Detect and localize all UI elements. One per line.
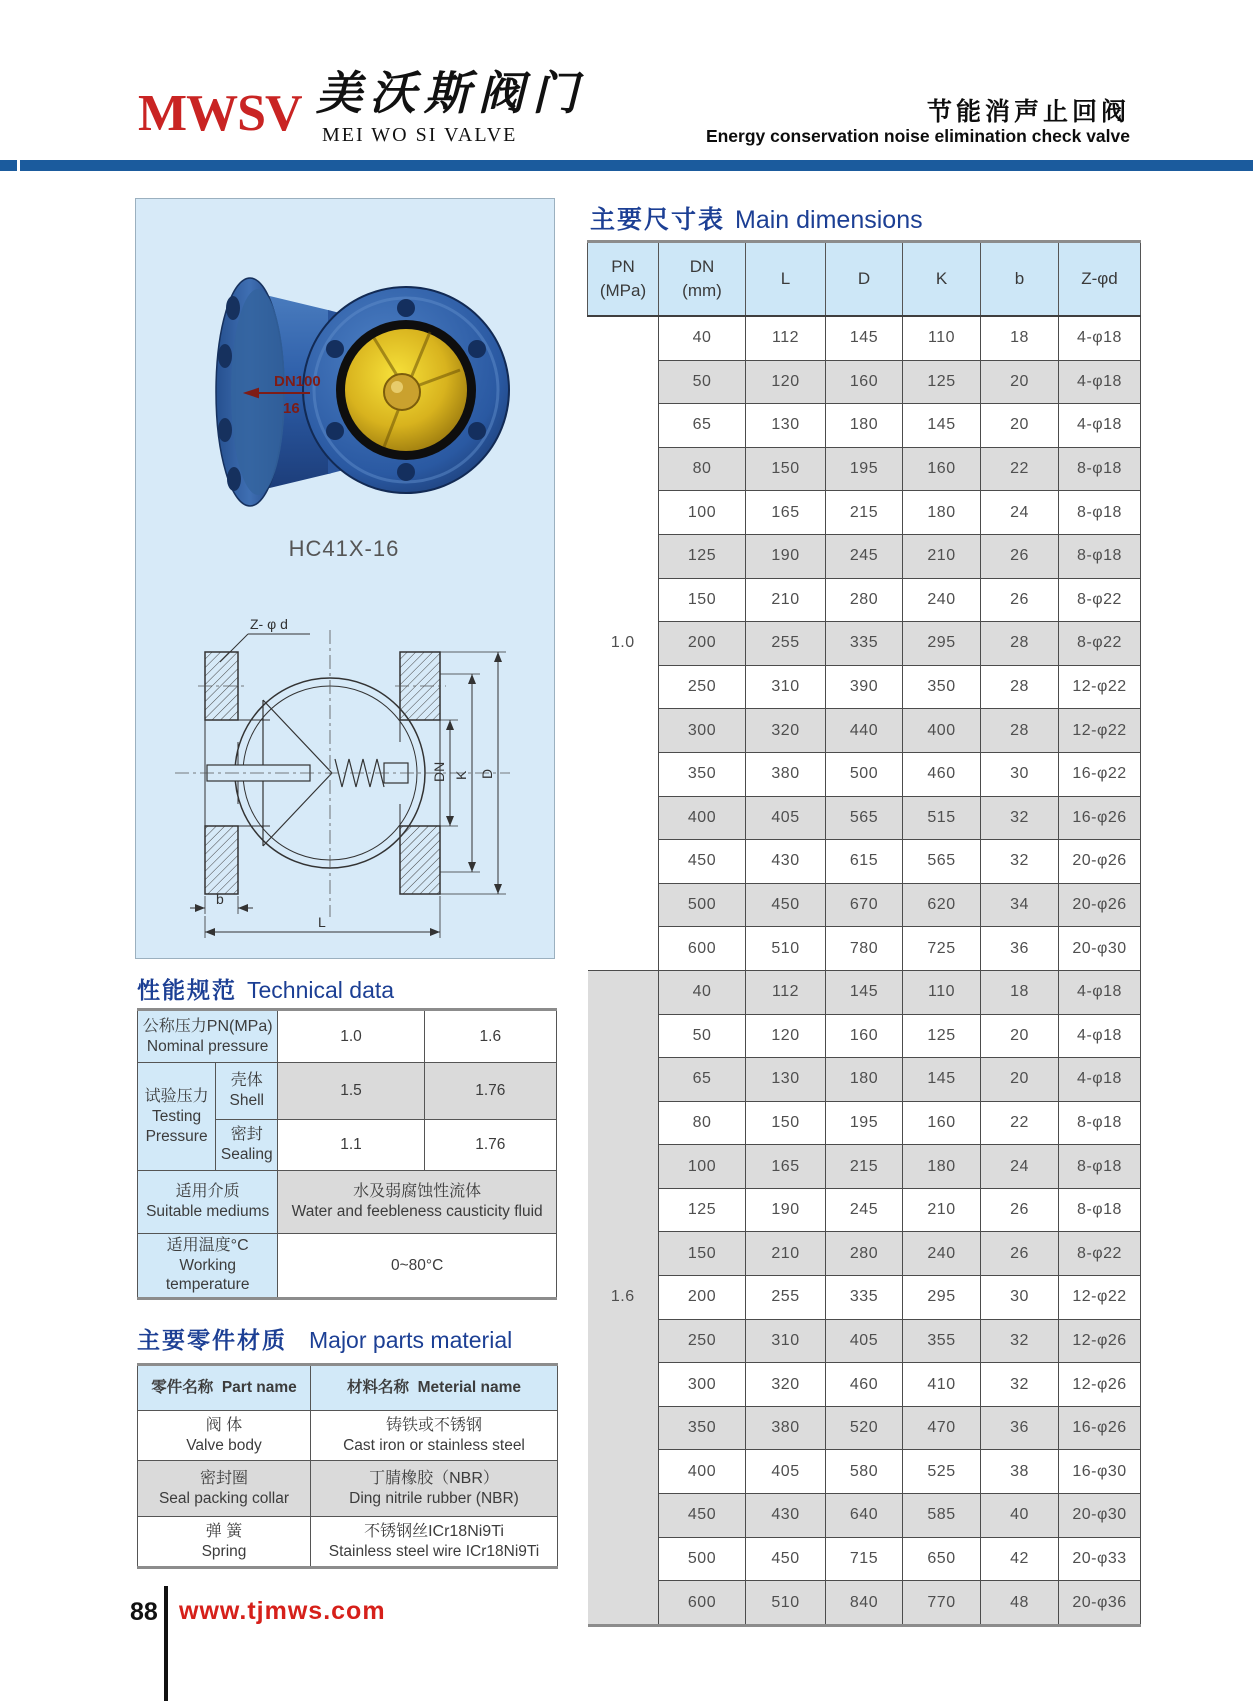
part-name-cell: 密封圈 Seal packing collar	[138, 1461, 311, 1517]
dimensions-row	[588, 1319, 1141, 1363]
footer-url: www.tjmws.com	[179, 1597, 386, 1625]
dim-cell: 245	[826, 534, 903, 578]
dim-cell: 615	[826, 840, 903, 884]
dim-cell: 125	[659, 534, 746, 578]
dim-cell: 8-φ22	[1059, 578, 1141, 622]
dimensions-row	[588, 1537, 1141, 1581]
dim-cell: 840	[826, 1581, 903, 1626]
heading-main-dimensions-en: Main dimensions	[735, 206, 923, 234]
dim-cell: 24	[981, 491, 1059, 535]
dim-cell: 405	[746, 796, 826, 840]
dim-cell: 510	[746, 1581, 826, 1626]
dim-cell: 515	[903, 796, 981, 840]
dim-column-header: PN (MPa)	[588, 242, 659, 317]
value-cell: 1.5	[278, 1063, 424, 1120]
dimensions-row	[588, 1188, 1141, 1232]
dim-cell: 20-φ26	[1059, 883, 1141, 927]
dim-cell: 125	[659, 1188, 746, 1232]
dim-cell: 520	[826, 1406, 903, 1450]
flange-bolt-hole	[218, 344, 232, 368]
dim-cell: 180	[826, 1058, 903, 1102]
value-cell: 1.76	[424, 1120, 556, 1171]
dim-cell: 18	[981, 970, 1059, 1014]
dimensions-row	[588, 1581, 1141, 1626]
brand-name-english: MEI WO SI VALVE	[322, 124, 518, 146]
dim-cell: 20	[981, 404, 1059, 448]
flange-bolt-hole	[397, 463, 415, 481]
dim-cell: 40	[981, 1494, 1059, 1538]
dim-cell: 50	[659, 360, 746, 404]
flange-bolt-hole	[326, 422, 344, 440]
dimensions-row	[588, 1494, 1141, 1538]
dimensions-row	[588, 1101, 1141, 1145]
dim-cell: 32	[981, 840, 1059, 884]
dim-cell: 335	[826, 622, 903, 666]
dim-cell: 320	[746, 709, 826, 753]
dim-cell: 460	[826, 1363, 903, 1407]
dim-cell: 565	[826, 796, 903, 840]
heading-major-parts-en: Major parts material	[309, 1327, 513, 1353]
dim-cell: 100	[659, 491, 746, 535]
dim-cell: 26	[981, 534, 1059, 578]
dim-cell: 180	[826, 404, 903, 448]
dimensions-row	[588, 796, 1141, 840]
dim-cell: 65	[659, 404, 746, 448]
dim-cell: 210	[746, 578, 826, 622]
dimensions-row	[588, 578, 1141, 622]
dimensions-row	[588, 404, 1141, 448]
valve-marking-pn: 16	[283, 400, 300, 417]
dim-cell: 40	[659, 970, 746, 1014]
dim-cell: 440	[826, 709, 903, 753]
dim-cell: 200	[659, 622, 746, 666]
dim-cell: 300	[659, 709, 746, 753]
flange-bolt-hole	[397, 299, 415, 317]
column-header-part-name: 零件名称 Part name	[138, 1365, 311, 1411]
brand-name-chinese: 美沃斯阀门	[316, 66, 586, 120]
dim-cell: 22	[981, 1101, 1059, 1145]
dim-cell: 20-φ30	[1059, 927, 1141, 971]
dim-cell: 125	[903, 1014, 981, 1058]
header-divider-bar-left	[0, 160, 17, 171]
dim-cell: 16-φ22	[1059, 752, 1141, 796]
dim-cell: 500	[659, 1537, 746, 1581]
dim-cell: 120	[746, 360, 826, 404]
dim-cell: 4-φ18	[1059, 360, 1141, 404]
dim-cell: 32	[981, 1319, 1059, 1363]
dim-cell: 650	[903, 1537, 981, 1581]
dim-cell: 295	[903, 1276, 981, 1320]
dim-cell: 12-φ22	[1059, 665, 1141, 709]
dim-cell: 350	[903, 665, 981, 709]
dim-cell: 8-φ22	[1059, 622, 1141, 666]
dimensions-row	[588, 1406, 1141, 1450]
value-cell: 0~80°C	[278, 1234, 557, 1299]
dimensions-row	[588, 883, 1141, 927]
heading-technical-data-cn: 性能规范	[137, 977, 237, 1003]
dim-label-l: L	[318, 914, 326, 930]
pn-group-label: 1.0	[588, 316, 659, 970]
dim-cell: 20-φ33	[1059, 1537, 1141, 1581]
value-cell: 1.76	[424, 1063, 556, 1120]
dim-cell: 195	[826, 447, 903, 491]
dim-cell: 20	[981, 1014, 1059, 1058]
dim-cell: 125	[903, 360, 981, 404]
footer-page-number: 88	[130, 1598, 158, 1626]
dim-cell: 195	[826, 1101, 903, 1145]
dim-cell: 120	[746, 1014, 826, 1058]
dim-cell: 310	[746, 665, 826, 709]
dim-cell: 160	[903, 447, 981, 491]
dim-cell: 16-φ30	[1059, 1450, 1141, 1494]
dim-cell: 18	[981, 316, 1059, 360]
dim-cell: 585	[903, 1494, 981, 1538]
dim-cell: 8-φ18	[1059, 534, 1141, 578]
dim-cell: 12-φ26	[1059, 1363, 1141, 1407]
dimensions-row	[588, 1363, 1141, 1407]
dim-cell: 80	[659, 447, 746, 491]
dim-cell: 390	[826, 665, 903, 709]
dim-cell: 34	[981, 883, 1059, 927]
dim-cell: 150	[659, 1232, 746, 1276]
dim-cell: 600	[659, 1581, 746, 1626]
dim-label-k: K	[453, 770, 469, 780]
dim-cell: 310	[746, 1319, 826, 1363]
dimensions-row	[588, 622, 1141, 666]
product-title-chinese: 节能消声止回阀	[926, 98, 1130, 126]
part-name-cell: 弹 簧 Spring	[138, 1517, 311, 1568]
dim-cell: 580	[826, 1450, 903, 1494]
dim-cell: 65	[659, 1058, 746, 1102]
dim-cell: 400	[659, 1450, 746, 1494]
dim-cell: 320	[746, 1363, 826, 1407]
dimensions-row	[588, 665, 1141, 709]
dim-cell: 180	[903, 1145, 981, 1189]
dim-cell: 510	[746, 927, 826, 971]
dim-cell: 250	[659, 665, 746, 709]
footer-divider	[164, 1586, 168, 1701]
dim-cell: 380	[746, 1406, 826, 1450]
technical-data-table	[137, 1008, 557, 1300]
dim-cell: 670	[826, 883, 903, 927]
dimensions-row	[588, 1014, 1141, 1058]
dim-cell: 110	[903, 970, 981, 1014]
dim-cell: 4-φ18	[1059, 1058, 1141, 1102]
dim-cell: 410	[903, 1363, 981, 1407]
part-name-cell: 阀 体 Valve body	[138, 1411, 311, 1461]
dim-cell: 24	[981, 1145, 1059, 1189]
dim-cell: 255	[746, 622, 826, 666]
dimensions-row	[588, 970, 1141, 1014]
dim-cell: 38	[981, 1450, 1059, 1494]
major-parts-table	[137, 1363, 558, 1569]
dim-cell: 780	[826, 927, 903, 971]
dim-cell: 42	[981, 1537, 1059, 1581]
dim-cell: 8-φ18	[1059, 1101, 1141, 1145]
column-header-material-name: 材料名称 Meterial name	[311, 1365, 558, 1411]
dim-cell: 150	[746, 447, 826, 491]
dimensions-row	[588, 316, 1141, 360]
dim-column-header: K	[903, 242, 981, 317]
dim-label-dn: DN	[431, 761, 447, 782]
dim-cell: 8-φ18	[1059, 491, 1141, 535]
dimensions-row	[588, 1232, 1141, 1276]
dim-cell: 160	[903, 1101, 981, 1145]
flange-bolt-hole	[226, 296, 240, 320]
dim-cell: 145	[826, 316, 903, 360]
value-cell: 1.0	[278, 1010, 424, 1063]
dim-cell: 295	[903, 622, 981, 666]
dim-cell: 12-φ22	[1059, 709, 1141, 753]
dim-cell: 450	[746, 883, 826, 927]
dimensions-row	[588, 1276, 1141, 1320]
dim-cell: 112	[746, 970, 826, 1014]
material-cell: 丁腈橡胶（NBR） Ding nitrile rubber (NBR)	[311, 1461, 558, 1517]
dim-cell: 280	[826, 1232, 903, 1276]
dim-cell: 430	[746, 840, 826, 884]
row-sublabel: 壳体 Shell	[216, 1063, 278, 1120]
dim-cell: 380	[746, 752, 826, 796]
brand-logo: MWSV	[138, 85, 302, 142]
dim-cell: 20-φ30	[1059, 1494, 1141, 1538]
dim-cell: 150	[746, 1101, 826, 1145]
dim-cell: 165	[746, 491, 826, 535]
dim-cell: 30	[981, 1276, 1059, 1320]
dim-cell: 28	[981, 622, 1059, 666]
dim-cell: 460	[903, 752, 981, 796]
dim-cell: 250	[659, 1319, 746, 1363]
dim-cell: 450	[659, 840, 746, 884]
valve-photo	[178, 252, 514, 534]
dim-cell: 20	[981, 360, 1059, 404]
dim-label-b: b	[216, 891, 224, 907]
dim-cell: 715	[826, 1537, 903, 1581]
dim-cell: 565	[903, 840, 981, 884]
dim-cell: 40	[659, 316, 746, 360]
flange-bolt-hole	[468, 340, 486, 358]
dimensions-table-body	[588, 316, 1141, 1625]
value-cell: 水及弱腐蚀性流体 Water and feebleness causticity fluid	[278, 1171, 557, 1234]
heading-main-dimensions-cn: 主要尺寸表	[590, 206, 726, 234]
dim-column-header: L	[746, 242, 826, 317]
heading-technical-data-en: Technical data	[247, 977, 395, 1003]
dimensions-row	[588, 927, 1141, 971]
dimensions-row	[588, 709, 1141, 753]
dim-cell: 30	[981, 752, 1059, 796]
dim-cell: 405	[746, 1450, 826, 1494]
dim-cell: 725	[903, 927, 981, 971]
dim-cell: 26	[981, 1188, 1059, 1232]
dim-cell: 36	[981, 927, 1059, 971]
dim-cell: 210	[903, 1188, 981, 1232]
flange-bolt-hole	[468, 422, 486, 440]
material-cell: 铸铁或不锈钢 Cast iron or stainless steel	[311, 1411, 558, 1461]
dim-cell: 12-φ26	[1059, 1319, 1141, 1363]
brass-hub	[384, 374, 420, 410]
value-cell: 1.1	[278, 1120, 424, 1171]
dim-cell: 400	[903, 709, 981, 753]
flange-bolt-hole	[227, 467, 241, 491]
dim-cell: 450	[659, 1494, 746, 1538]
dim-cell: 130	[746, 404, 826, 448]
dimensions-row	[588, 491, 1141, 535]
row-label: 适用温度°C Working temperature	[138, 1234, 278, 1299]
dim-cell: 355	[903, 1319, 981, 1363]
dim-cell: 100	[659, 1145, 746, 1189]
dim-cell: 145	[826, 970, 903, 1014]
dim-cell: 20-φ26	[1059, 840, 1141, 884]
dim-cell: 500	[826, 752, 903, 796]
dim-cell: 350	[659, 752, 746, 796]
dim-cell: 28	[981, 709, 1059, 753]
dim-cell: 210	[903, 534, 981, 578]
flange-bolt-hole	[218, 418, 232, 442]
main-dimensions-table	[587, 240, 1141, 1627]
valve-marking-dn: DN100	[274, 373, 321, 390]
dim-cell: 245	[826, 1188, 903, 1232]
dim-cell: 190	[746, 534, 826, 578]
dim-cell: 130	[746, 1058, 826, 1102]
dim-cell: 22	[981, 447, 1059, 491]
dim-cell: 350	[659, 1406, 746, 1450]
dim-cell: 525	[903, 1450, 981, 1494]
row-sublabel: 密封 Sealing	[216, 1120, 278, 1171]
dim-cell: 160	[826, 1014, 903, 1058]
dim-cell: 180	[903, 491, 981, 535]
dim-cell: 32	[981, 1363, 1059, 1407]
product-title-english: Energy conservation noise elimination check valve	[705, 126, 1130, 146]
dimensions-row	[588, 840, 1141, 884]
dim-cell: 160	[826, 360, 903, 404]
dim-cell: 165	[746, 1145, 826, 1189]
dim-cell: 210	[746, 1232, 826, 1276]
pn-group-label: 1.6	[588, 970, 659, 1625]
dim-column-header: Z-φd	[1059, 242, 1141, 317]
section-heading-technical-data	[137, 972, 394, 1005]
section-heading-main-dimensions	[590, 200, 923, 236]
dimensions-row	[588, 1145, 1141, 1189]
dim-cell: 4-φ18	[1059, 1014, 1141, 1058]
section-heading-major-parts	[137, 1322, 512, 1355]
dim-cell: 110	[903, 316, 981, 360]
dim-cell: 26	[981, 1232, 1059, 1276]
dim-cell: 240	[903, 578, 981, 622]
dim-cell: 8-φ18	[1059, 447, 1141, 491]
dim-cell: 145	[903, 1058, 981, 1102]
row-label: 适用介质 Suitable mediums	[138, 1171, 278, 1234]
dimensions-table-header	[588, 242, 1141, 317]
dim-cell: 405	[826, 1319, 903, 1363]
dim-cell: 16-φ26	[1059, 1406, 1141, 1450]
dim-cell: 770	[903, 1581, 981, 1626]
dimensions-row	[588, 1058, 1141, 1102]
dim-cell: 4-φ18	[1059, 970, 1141, 1014]
heading-major-parts-cn: 主要零件材质	[137, 1327, 287, 1353]
value-cell: 1.6	[424, 1010, 556, 1063]
dim-cell: 50	[659, 1014, 746, 1058]
dim-cell: 640	[826, 1494, 903, 1538]
flange-bolt-hole	[326, 340, 344, 358]
dimensions-row	[588, 752, 1141, 796]
dim-cell: 36	[981, 1406, 1059, 1450]
dimensions-row	[588, 1450, 1141, 1494]
dim-cell: 430	[746, 1494, 826, 1538]
dim-cell: 400	[659, 796, 746, 840]
dim-cell: 240	[903, 1232, 981, 1276]
dim-column-header: D	[826, 242, 903, 317]
dim-cell: 600	[659, 927, 746, 971]
dimensions-row	[588, 534, 1141, 578]
dim-cell: 215	[826, 1145, 903, 1189]
dim-cell: 300	[659, 1363, 746, 1407]
dim-cell: 470	[903, 1406, 981, 1450]
dim-cell: 200	[659, 1276, 746, 1320]
dim-cell: 32	[981, 796, 1059, 840]
dim-cell: 4-φ18	[1059, 316, 1141, 360]
dim-cell: 28	[981, 665, 1059, 709]
dim-column-header: b	[981, 242, 1059, 317]
dimensions-row	[588, 360, 1141, 404]
dim-cell: 20-φ36	[1059, 1581, 1141, 1626]
dim-cell: 112	[746, 316, 826, 360]
dim-cell: 48	[981, 1581, 1059, 1626]
dim-cell: 80	[659, 1101, 746, 1145]
dim-cell: 500	[659, 883, 746, 927]
dim-cell: 20	[981, 1058, 1059, 1102]
header-divider-bar	[20, 160, 1253, 171]
dim-cell: 26	[981, 578, 1059, 622]
dim-cell: 16-φ26	[1059, 796, 1141, 840]
dim-cell: 8-φ22	[1059, 1232, 1141, 1276]
dim-cell: 255	[746, 1276, 826, 1320]
dim-label-d: D	[479, 768, 495, 779]
dim-cell: 450	[746, 1537, 826, 1581]
row-label-group: 试验压力 Testing Pressure	[138, 1063, 216, 1171]
dim-cell: 4-φ18	[1059, 404, 1141, 448]
material-cell: 不锈钢丝ICr18Ni9Ti Stainless steel wire ICr18Ni9Ti	[311, 1517, 558, 1568]
dim-cell: 8-φ18	[1059, 1145, 1141, 1189]
dim-cell: 8-φ18	[1059, 1188, 1141, 1232]
technical-drawing	[150, 612, 540, 947]
dim-cell: 145	[903, 404, 981, 448]
dim-cell: 190	[746, 1188, 826, 1232]
dim-cell: 215	[826, 491, 903, 535]
dim-label-z-phi-d: Z- φ d	[250, 616, 288, 632]
row-label: 公称压力PN(MPa) Nominal pressure	[138, 1010, 278, 1063]
photo-caption: HC41X-16	[288, 536, 400, 561]
dimensions-row	[588, 447, 1141, 491]
dim-cell: 620	[903, 883, 981, 927]
dim-cell: 150	[659, 578, 746, 622]
dim-column-header: DN (mm)	[659, 242, 746, 317]
dim-cell: 335	[826, 1276, 903, 1320]
dim-cell: 280	[826, 578, 903, 622]
dim-cell: 12-φ22	[1059, 1276, 1141, 1320]
